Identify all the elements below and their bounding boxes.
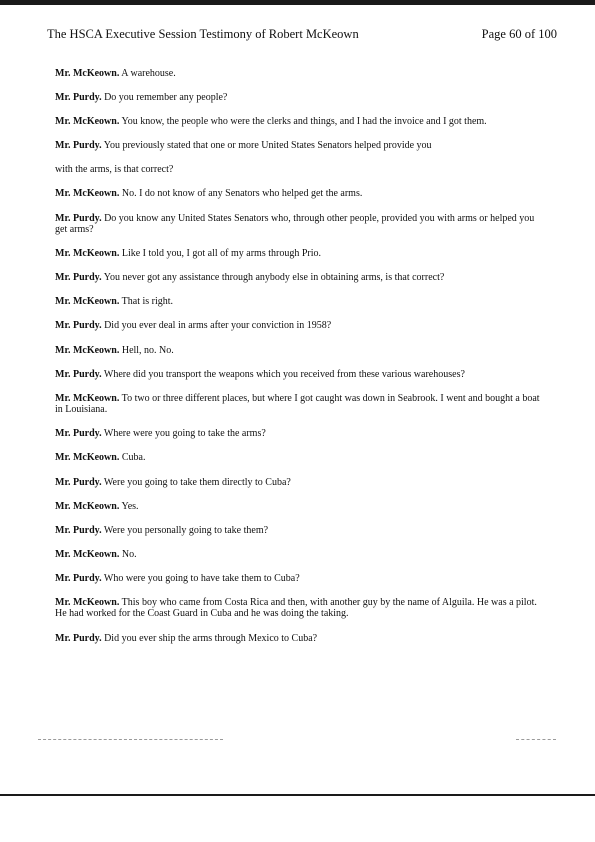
speaker-name: Mr. Purdy. xyxy=(55,524,102,536)
spoken-text: Like I told you, I got all of my arms through Prio. xyxy=(121,248,321,260)
spoken-text: Yes. xyxy=(121,500,139,512)
bottom-border-rule xyxy=(0,794,595,796)
speaker-name: Mr. McKeown. xyxy=(55,500,120,512)
transcript-paragraph xyxy=(55,296,545,308)
transcript-paragraph xyxy=(55,116,545,128)
transcript-paragraph xyxy=(55,573,545,585)
speaker-name: Mr. Purdy. xyxy=(55,272,102,284)
spoken-text: Were you going to take them directly to Cuba? xyxy=(103,476,291,488)
footer-faint-rule-right xyxy=(516,739,556,740)
spoken-text: Where were you going to take the arms? xyxy=(103,428,266,440)
footer-faint-rule-left xyxy=(38,739,223,740)
spoken-text: Do you remember any people? xyxy=(104,92,228,104)
document-title: The HSCA Executive Session Testimony of Robert McKeown xyxy=(47,27,359,41)
transcript-paragraph xyxy=(55,525,545,537)
spoken-text: with the arms, is that correct? xyxy=(55,164,174,176)
transcript-paragraph xyxy=(55,320,545,332)
spoken-text: You never got any assistance through anybody else in obtaining arms, is that correct? xyxy=(103,272,445,284)
transcript-paragraph xyxy=(55,428,545,440)
spoken-text: No. xyxy=(121,548,137,560)
transcript-paragraph xyxy=(55,213,545,236)
speaker-name: Mr. Purdy. xyxy=(55,572,102,584)
speaker-name: Mr. McKeown. xyxy=(55,452,120,464)
spoken-text: Who were you going to have take them to Cuba? xyxy=(103,572,300,584)
transcript-paragraph xyxy=(55,452,545,464)
speaker-name: Mr. McKeown. xyxy=(55,116,120,128)
speaker-name: Mr. Purdy. xyxy=(55,476,102,488)
speaker-name: Mr. McKeown. xyxy=(55,248,120,260)
transcript-paragraph xyxy=(55,369,545,381)
transcript-paragraph xyxy=(55,633,545,645)
speaker-name: Mr. Purdy. xyxy=(55,632,102,644)
spoken-text: Did you ever ship the arms through Mexico to Cuba? xyxy=(104,632,318,644)
speaker-name: Mr. Purdy. xyxy=(55,212,102,224)
transcript-paragraph xyxy=(55,140,545,152)
transcript-paragraph xyxy=(55,188,545,200)
transcript-paragraph xyxy=(55,68,545,80)
spoken-text: Do you know any United States Senators who, through other people, provided you with arms or helped you get arms? xyxy=(55,212,535,236)
speaker-name: Mr. Purdy. xyxy=(55,92,102,104)
top-border-rule xyxy=(0,0,595,5)
speaker-name: Mr. Purdy. xyxy=(55,368,102,380)
spoken-text: This boy who came from Costa Rica and then, with another guy by the name of Alguila. He was a pilot. He had worked for the Coast Guard in Cuba and he was doing the taking. xyxy=(55,596,537,620)
speaker-name: Mr. McKeown. xyxy=(55,344,120,356)
spoken-text: Were you personally going to take them? xyxy=(103,524,269,536)
page-number: Page 60 of 100 xyxy=(481,27,557,41)
spoken-text: To two or three different places, but where I got caught was down in Seabrook. I went and bought a boat in Louisiana. xyxy=(55,392,540,416)
speaker-name: Mr. Purdy. xyxy=(55,140,102,152)
speaker-name: Mr. Purdy. xyxy=(55,320,102,332)
spoken-text: Where did you transport the weapons which you received from these various warehouses? xyxy=(103,368,465,380)
speaker-name: Mr. McKeown. xyxy=(55,296,120,308)
transcript-paragraph xyxy=(55,248,545,260)
transcript-paragraph-continuation xyxy=(55,164,545,176)
speaker-name: Mr. McKeown. xyxy=(55,548,120,560)
speaker-name: Mr. McKeown. xyxy=(55,392,120,404)
speaker-name: Mr. McKeown. xyxy=(55,68,120,79)
speaker-name: Mr. McKeown. xyxy=(55,596,120,608)
page-header xyxy=(47,27,557,42)
spoken-text: Cuba. xyxy=(121,452,146,464)
spoken-text: That is right. xyxy=(121,296,174,308)
transcript-paragraph xyxy=(55,345,545,357)
spoken-text: A warehouse. xyxy=(121,68,176,79)
transcript-paragraph xyxy=(55,92,545,104)
spoken-text: Hell, no. No. xyxy=(121,344,174,356)
transcript-paragraph xyxy=(55,272,545,284)
transcript-paragraph xyxy=(55,597,545,620)
spoken-text: You previously stated that one or more United States Senators helped provide you xyxy=(103,140,432,152)
transcript-paragraph xyxy=(55,501,545,513)
transcript-paragraph xyxy=(55,477,545,489)
transcript-paragraph xyxy=(55,393,545,416)
speaker-name: Mr. Purdy. xyxy=(55,428,102,440)
spoken-text: No. I do not know of any Senators who helped get the arms. xyxy=(121,188,363,200)
speaker-name: Mr. McKeown. xyxy=(55,188,120,200)
transcript-body xyxy=(55,68,545,657)
spoken-text: Did you ever deal in arms after your conviction in 1958? xyxy=(104,320,332,332)
spoken-text: You know, the people who were the clerks and things, and I had the invoice and I got them. xyxy=(121,116,487,128)
transcript-paragraph xyxy=(55,549,545,561)
